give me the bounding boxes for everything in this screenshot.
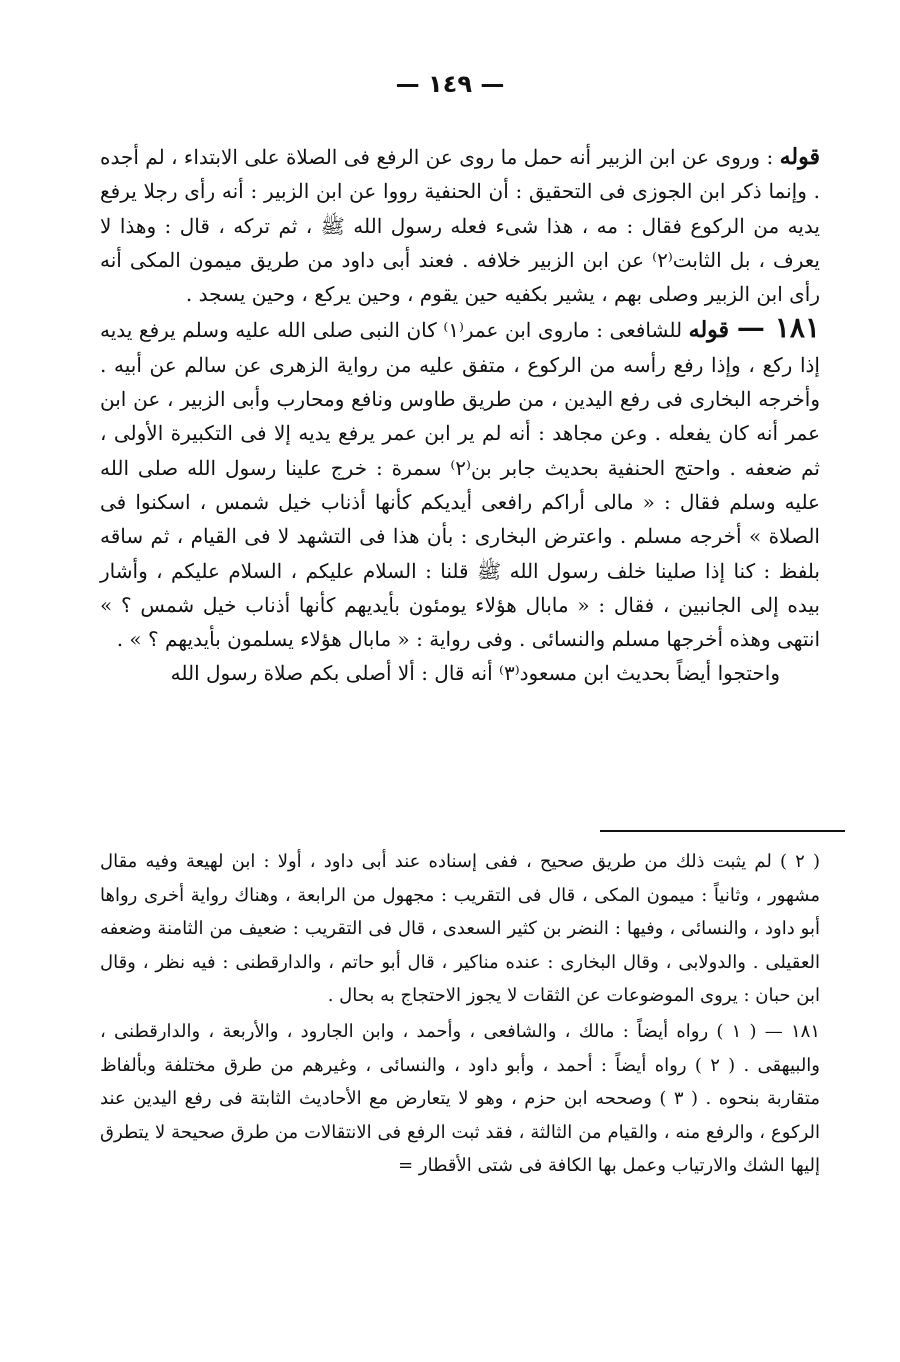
lead-word: قوله: [779, 144, 820, 170]
lead-word: قوله: [688, 317, 737, 344]
footnote: ١٨١ — ( ١ ) رواه أيضاً : مالك ، والشافعى ، وأحمد ، وابن الجارود ، والأربعة ، والدارقطنى ، والبيهقى . ( ٢ ) رواه أيضاً : أحمد ، وأبو داود ، والنسائى ، وغيرهم من طرق مختلفة وبألفاظ متقاربة بنحوه . ( ٣ ) وصححه ابن حزم ، وهو لا يتعارض مع الأحاديث الثابتة فى رفع اليدين عند الركوع ، والرفع منه ، والقيام من الثالثة ، فقد ثبت الرفع فى الانتقالات من طرق صحيحة لا يتطرق إليها الشك والارتياب وعمل بها الكافة فى شتى الأقطار =: [100, 1020, 820, 1177]
paragraph-text: : وروى عن ابن الزبير أنه حمل ما روى عن الرفع فى الصلاة على الابتداء ، لم أجده . وإنما ذكر ابن الجوزى فى التحقيق : أن الحنفية رووا عن ابن الزبير : أنه رأى رجلا يرفع يديه من الركوع فقال : مه ، هذا شىء فعله رسول الله ﷺ ، ثم تركه ، قال : وهذا لا يعرف ، بل الثابت⁽٢⁾ عن ابن الزبير خلافه . فعند أبى داود من طريق ميمون المكى أنه رأى ابن الزبير وصلى بهم ، يشير بكفيه حين يقوم ، وحين يركع ، وحين يسجد .: [100, 145, 820, 307]
page-number: — ١٤٩ —: [395, 70, 505, 98]
paragraph-ibn-masud: [100, 656, 820, 690]
entry-number: ١٨١ —: [736, 311, 820, 345]
paragraph-ibn-zubayr: [100, 140, 820, 311]
paragraph-text: للشافعى : ماروى ابن عمر⁽١⁾ كان النبى صلى الله عليه وسلم يرفع يديه إذا ركع ، وإذا رفع رأسه من الركوع ، متفق عليه من رواية الزهرى عن سالم عن أبيه . وأخرجه البخارى فى رفع اليدين ، من طريق طاوس ونافع ومحارب وأبى الزبير ، عن ابن عمر أنه كان يفعله . وعن مجاهد : أنه لم ير ابن عمر يرفع يديه إلا فى التكبيرة الأولى ، ثم ضعفه . واحتج الحنفية بحديث جابر بن⁽٢⁾ سمرة : خرج علينا رسول الله صلى الله عليه وسلم فقال : « مالى أراكم رافعى أيديكم كأنها أذناب خيل شمس ، اسكنوا فى الصلاة » أخرجه مسلم . واعترض البخارى : بأن هذا فى التشهد لا فى القيام ، ثم ساقه بلفظ : كنا إذا صلينا خلف رسول الله ﷺ قلنا : السلام عليكم ، السلام عليكم ، وأشار بيده إلى الجانبين ، فقال : « مابال هؤلاء يومئون بأيديهم كأنها أذناب خيل شمس ؟ » انتهى وهذه أخرجها مسلم والنسائى . وفى رواية : « مابال هؤلاء يسلمون بأيديهم ؟ » .: [100, 318, 820, 652]
paragraph-text: واحتجوا أيضاً بحديث ابن مسعود⁽٣⁾ أنه قال : ألا أصلى بكم صلاة رسول الله: [170, 661, 780, 686]
main-text: [100, 140, 820, 691]
footnotes: [100, 845, 820, 1183]
footnote-divider: [600, 830, 845, 832]
footnote: ( ٢ ) لم يثبت ذلك من طريق صحيح ، ففى إسناده عند أبى داود ، أولا : ابن لهيعة وفيه مقال مشهور ، وثانياً : ميمون المكى ، قال فى التقريب : مجهول من الرابعة ، وهناك رواية أخرى رواها أبو داود ، والنسائى ، وفيها : النضر بن كثير السعدى ، قال فى التقريب : ضعيف من الثامنة وضعفه العقيلى . والدولابى ، وقال البخارى : عنده مناكير ، قال أبو حاتم ، والدارقطنى : فيه نظر ، وقال ابن حبان : يروى الموضوعات عن الثقات لا يجوز الاحتجاج به بحال .: [100, 851, 820, 1007]
paragraph-181: [100, 311, 820, 656]
